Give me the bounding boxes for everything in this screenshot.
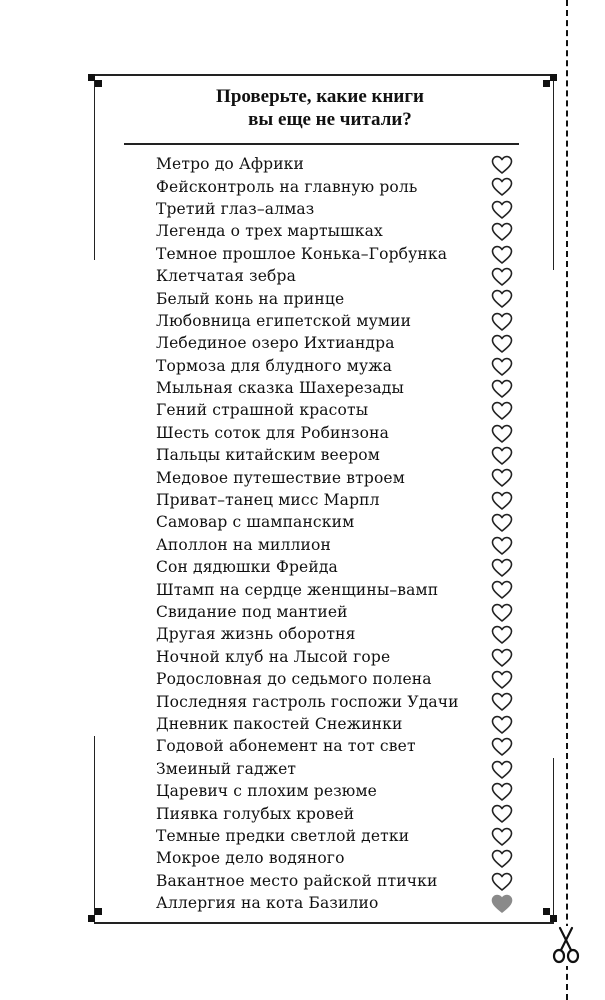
- list-item: [156, 713, 516, 735]
- book-title: Легенда о трех мартышках: [156, 222, 383, 241]
- heart-icon[interactable]: [491, 468, 513, 488]
- heart-icon[interactable]: [491, 267, 513, 287]
- frame-corner-accent-bottom-left: [95, 908, 102, 915]
- book-title: Ночной клуб на Лысой горе: [156, 647, 391, 666]
- list-item: [156, 802, 516, 824]
- list-item: [156, 422, 516, 444]
- list-item: [156, 668, 516, 690]
- list-item: [156, 198, 516, 220]
- heart-icon[interactable]: [491, 603, 513, 623]
- heart-icon[interactable]: [491, 491, 513, 511]
- heart-icon[interactable]: [491, 782, 513, 802]
- frame-corner-bottom-right: [550, 915, 557, 922]
- book-list: [156, 153, 516, 914]
- list-item: [156, 489, 516, 511]
- book-title: Дневник пакостей Снежинки: [156, 714, 403, 733]
- heart-icon[interactable]: [491, 558, 513, 578]
- list-item: [156, 825, 516, 847]
- heart-icon[interactable]: [491, 670, 513, 690]
- book-title: Пиявка голубых кровей: [156, 804, 355, 823]
- book-title: Другая жизнь оборотня: [156, 625, 356, 644]
- list-item: [156, 534, 516, 556]
- book-title: Лебединое озеро Ихтиандра: [156, 334, 395, 353]
- list-item: [156, 758, 516, 780]
- heart-icon[interactable]: [491, 245, 513, 265]
- book-title: Самовар с шампанским: [156, 513, 355, 532]
- frame-left-border-upper: [94, 74, 95, 260]
- book-title: Любовница египетской мумии: [156, 311, 412, 330]
- book-title: Последняя гастроль госпожи Удачи: [156, 692, 459, 711]
- frame-right-border-lower: [553, 758, 554, 922]
- list-item: [156, 377, 516, 399]
- list-item: [156, 690, 516, 712]
- cut-line: [566, 0, 568, 1000]
- list-item: [156, 466, 516, 488]
- book-title: Приват–танец мисс Марпл: [156, 491, 380, 510]
- list-item: [156, 444, 516, 466]
- frame-corner-accent-top-right: [543, 80, 550, 87]
- list-item: [156, 780, 516, 802]
- heart-icon[interactable]: [491, 446, 513, 466]
- list-item: [156, 243, 516, 265]
- book-title: Шесть соток для Робинзона: [156, 423, 389, 442]
- frame-corner-accent-top-left: [95, 80, 102, 87]
- page-title-line-1: Проверьте, какие книги: [216, 86, 424, 107]
- book-title: Свидание под мантией: [156, 603, 348, 621]
- list-item: [156, 399, 516, 421]
- frame-top-border: [94, 74, 554, 76]
- heart-icon[interactable]: [491, 312, 513, 332]
- heart-icon[interactable]: [491, 379, 513, 399]
- list-item: [156, 355, 516, 377]
- book-title: Вакантное место райской птички: [156, 871, 438, 890]
- page-title: [120, 85, 520, 131]
- book-title: Третий глаз–алмаз: [156, 199, 315, 218]
- list-item: [156, 578, 516, 600]
- list-item: [156, 310, 516, 332]
- heart-icon[interactable]: [491, 155, 513, 175]
- heart-icon[interactable]: [491, 222, 513, 242]
- heart-icon[interactable]: [491, 177, 513, 197]
- heart-checked-icon[interactable]: [491, 894, 513, 914]
- heart-icon[interactable]: [491, 289, 513, 309]
- book-title: Гений страшной красоты: [156, 401, 369, 420]
- heart-icon[interactable]: [491, 580, 513, 600]
- book-title: Клетчатая зебра: [156, 267, 296, 286]
- book-title: Метро до Африки: [156, 155, 304, 174]
- heart-icon[interactable]: [491, 357, 513, 377]
- page-title-line-2: вы еще не читали?: [248, 109, 412, 130]
- frame-corner-bottom-left: [88, 915, 95, 922]
- book-title: Аполлон на миллион: [156, 535, 331, 554]
- list-item: [156, 892, 516, 914]
- book-title: Темное прошлое Конька–Горбунка: [156, 244, 448, 263]
- book-title: Тормоза для блудного мужа: [156, 356, 393, 375]
- list-item: [156, 220, 516, 242]
- list-item: [156, 847, 516, 869]
- list-item: [156, 735, 516, 757]
- heart-icon[interactable]: [491, 625, 513, 645]
- book-title: Годовой абонемент на тот свет: [156, 737, 416, 756]
- book-title: Фейсконтроль на главную роль: [156, 177, 418, 196]
- list-item: [156, 511, 516, 533]
- list-item: [156, 623, 516, 645]
- heart-icon[interactable]: [491, 760, 513, 780]
- heart-icon[interactable]: [491, 872, 513, 892]
- book-title: Штамп на сердце женщины–вамп: [156, 580, 439, 599]
- book-title: Медовое путешествие втроем: [156, 468, 405, 487]
- heart-icon[interactable]: [491, 401, 513, 421]
- list-item: [156, 556, 516, 578]
- heart-icon[interactable]: [491, 334, 513, 354]
- book-title: Царевич с плохим резюме: [156, 782, 377, 801]
- heart-icon[interactable]: [491, 648, 513, 668]
- list-item: [156, 332, 516, 354]
- heart-icon[interactable]: [491, 849, 513, 869]
- book-title: Темные предки светлой детки: [156, 826, 410, 845]
- frame-left-border-lower: [94, 736, 95, 922]
- frame-right-border-upper: [553, 74, 554, 270]
- heart-icon[interactable]: [491, 692, 513, 712]
- book-title: Мыльная сказка Шахерезады: [156, 379, 404, 398]
- heart-icon[interactable]: [491, 424, 513, 444]
- frame-bottom-border: [94, 922, 554, 924]
- list-item: [156, 265, 516, 287]
- list-item: [156, 646, 516, 668]
- book-title: Пальцы китайским веером: [156, 446, 380, 465]
- title-divider: [124, 143, 519, 145]
- list-item: [156, 870, 516, 892]
- list-item: [156, 153, 516, 175]
- frame-corner-top-right: [550, 74, 557, 81]
- frame-corner-accent-bottom-right: [543, 908, 550, 915]
- heart-icon[interactable]: [491, 536, 513, 556]
- heart-icon[interactable]: [491, 715, 513, 735]
- frame-corner-top-left: [88, 74, 95, 81]
- book-title: Сон дядюшки Фрейда: [156, 558, 338, 577]
- book-title: Белый конь на принце: [156, 289, 345, 308]
- list-item: [156, 601, 516, 623]
- heart-icon[interactable]: [491, 200, 513, 220]
- book-title: Аллергия на кота Базилио: [156, 894, 379, 913]
- scissors-icon: [551, 926, 581, 966]
- list-item: [156, 287, 516, 309]
- book-title: Мокрое дело водяного: [156, 849, 345, 868]
- book-title: Змеиный гаджет: [156, 759, 297, 778]
- book-title: Родословная до седьмого полена: [156, 670, 432, 689]
- heart-icon[interactable]: [491, 513, 513, 533]
- heart-icon[interactable]: [491, 737, 513, 757]
- heart-icon[interactable]: [491, 827, 513, 847]
- heart-icon[interactable]: [491, 804, 513, 824]
- list-item: [156, 175, 516, 197]
